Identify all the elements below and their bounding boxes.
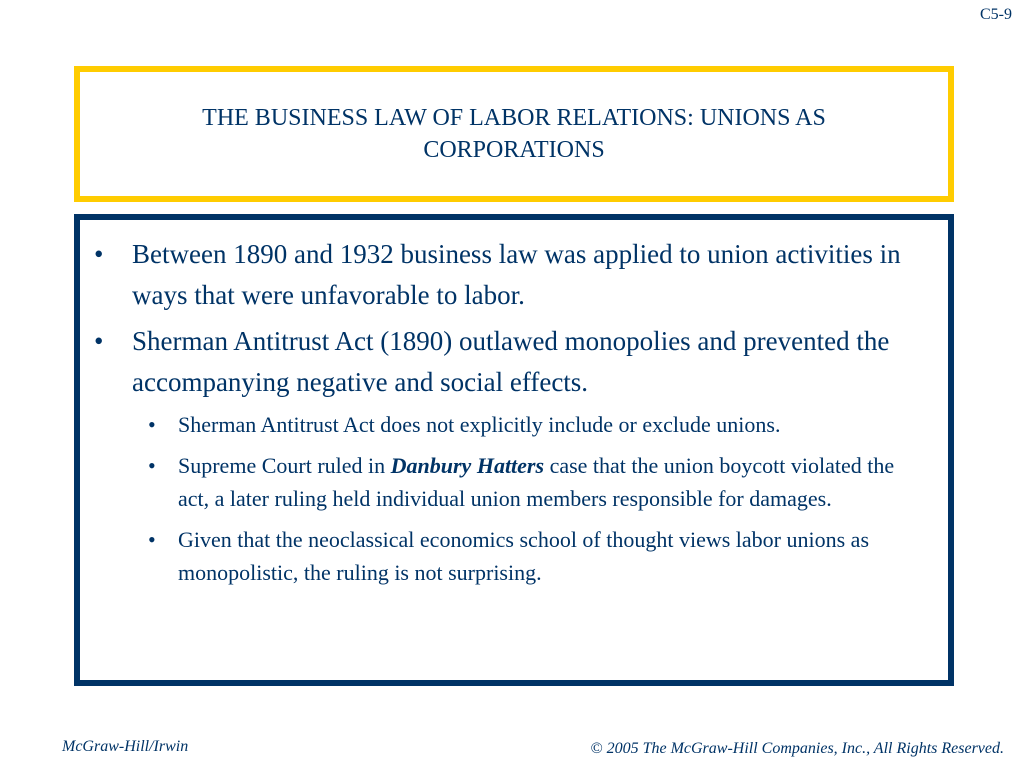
sub-bullet-group	[80, 408, 938, 589]
case-name-emphasis: Danbury Hatters	[390, 453, 545, 478]
slide-number: C5-9	[980, 6, 1012, 23]
sub-bullet-item	[80, 523, 938, 589]
sub-bullet-text: Sherman Antitrust Act does not explicitly include or exclude unions.	[178, 412, 781, 437]
footer-publisher: McGraw-Hill/Irwin	[62, 738, 189, 755]
sub-bullet-item	[80, 449, 938, 515]
bullet-list	[80, 220, 948, 589]
footer-copyright: © 2005 The McGraw-Hill Companies, Inc., All Rights Reserved.	[590, 740, 1004, 757]
sub-bullet-text: Given that the neoclassical economics school of thought views labor unions as monopolistic, the ruling is not surprising.	[178, 527, 870, 585]
bullet-text: Sherman Antitrust Act (1890) outlawed monopolies and prevented the accompanying negative and social effects.	[132, 326, 890, 397]
content-box	[74, 214, 954, 686]
sub-bullet-text-prefix: Supreme Court ruled in	[178, 453, 391, 478]
sub-bullet-list	[80, 408, 938, 589]
sub-bullet-dot-icon: •	[148, 527, 156, 552]
title-box	[74, 66, 954, 202]
slide-title: THE BUSINESS LAW OF LABOR RELATIONS: UNIONS AS CORPORATIONS	[202, 104, 826, 163]
sub-bullet-item	[80, 408, 938, 441]
sub-bullet-text-suffix: case that the union boycott violated the act, a later ruling held individual union members responsible for damages.	[178, 453, 895, 511]
bullet-item	[80, 234, 938, 315]
bullet-dot-icon: •	[94, 239, 104, 269]
bullet-dot-icon: •	[94, 326, 104, 356]
bullet-item	[80, 321, 938, 402]
sub-bullet-dot-icon: •	[148, 412, 156, 437]
bullet-text: Between 1890 and 1932 business law was applied to union activities in ways that were unfavorable to labor.	[132, 239, 901, 310]
sub-bullet-dot-icon: •	[148, 453, 156, 478]
